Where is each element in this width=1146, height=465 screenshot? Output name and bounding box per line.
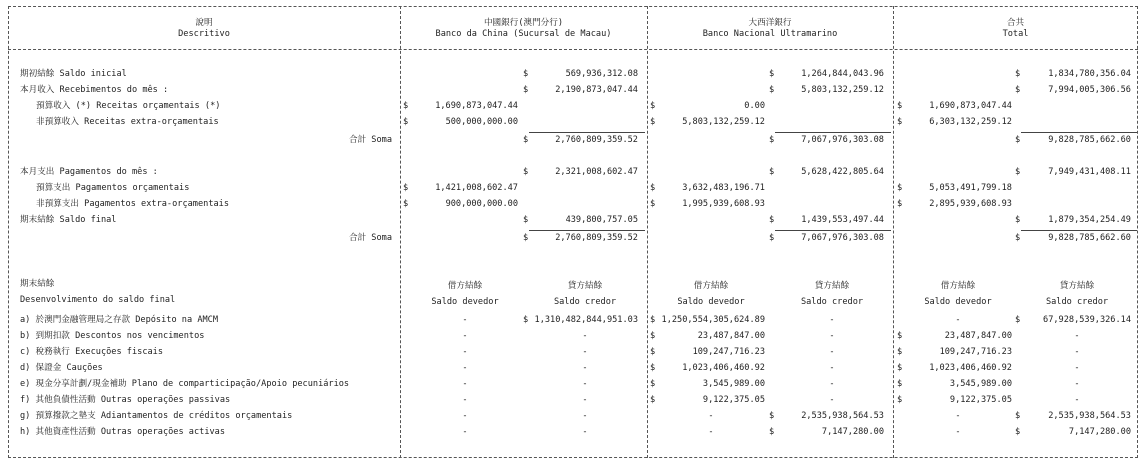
empty-dash: - <box>582 363 588 373</box>
currency-sign: $ <box>650 363 656 373</box>
debit-header-pt: Saldo devedor <box>924 297 992 307</box>
currency-sign: $ <box>1015 233 1021 243</box>
debit-header-zh: 借方結餘 <box>693 281 729 291</box>
amount-cell: 0.00 <box>744 101 765 111</box>
empty-dash: - <box>829 331 835 341</box>
column-divider <box>893 6 894 458</box>
detail-row-label: b) 到期扣款 Descontos nos vencimentos <box>20 331 205 341</box>
currency-sign: $ <box>769 215 775 225</box>
currency-sign: $ <box>523 85 529 95</box>
amount-cell: 5,803,132,259.12 <box>801 85 884 95</box>
amount-cell: 5,628,422,805.64 <box>801 167 884 177</box>
currency-sign: $ <box>403 183 409 193</box>
currency-sign: $ <box>897 199 903 209</box>
detail-row-label: d) 保證金 Cauções <box>20 363 103 373</box>
column-divider <box>647 6 648 458</box>
empty-dash: - <box>1074 363 1080 373</box>
empty-dash: - <box>1074 331 1080 341</box>
empty-dash: - <box>955 315 961 325</box>
amount-cell: 2,760,809,359.52 <box>555 233 638 243</box>
amount-cell: 2,535,938,564.53 <box>801 411 884 421</box>
debit-header-zh: 借方結餘 <box>447 281 483 291</box>
credit-header-zh: 貸方結餘 <box>1059 281 1095 291</box>
empty-dash: - <box>582 395 588 405</box>
currency-sign: $ <box>650 199 656 209</box>
currency-sign: $ <box>650 347 656 357</box>
amount-cell: 109,247,716.23 <box>692 347 765 357</box>
subtotal-rule <box>529 132 645 133</box>
currency-sign: $ <box>1015 85 1021 95</box>
currency-sign: $ <box>650 183 656 193</box>
empty-dash: - <box>1074 379 1080 389</box>
debit-header-pt: Saldo devedor <box>431 297 499 307</box>
row-label: 本月支出 Pagamentos do mês : <box>20 167 158 177</box>
currency-sign: $ <box>1015 135 1021 145</box>
row-label: 非預算收入 Receitas extra-orçamentais <box>36 117 219 127</box>
header-bank-of-china-pt: Banco da China (Sucursal de Macau) <box>435 29 612 39</box>
currency-sign: $ <box>897 395 903 405</box>
header-descritivo-pt: Descritivo <box>178 29 230 39</box>
currency-sign: $ <box>403 101 409 111</box>
amount-cell: 1,421,008,602.47 <box>435 183 518 193</box>
detail-row-label: f) 其他負債性活動 Outras operações passivas <box>20 395 231 405</box>
subtotal-rule <box>775 230 891 231</box>
amount-cell: 109,247,716.23 <box>939 347 1012 357</box>
row-label: 非預算支出 Pagamentos extra-orçamentais <box>36 199 230 209</box>
currency-sign: $ <box>650 331 656 341</box>
amount-cell: 1,690,873,047.44 <box>929 101 1012 111</box>
amount-cell: 3,632,483,196.71 <box>682 183 765 193</box>
header-bnu-zh: 大西洋銀行 <box>748 18 792 28</box>
row-label: 預算支出 Pagamentos orçamentais <box>36 183 190 193</box>
header-total-zh: 合共 <box>1006 18 1025 28</box>
currency-sign: $ <box>897 183 903 193</box>
amount-cell: 2,535,938,564.53 <box>1048 411 1131 421</box>
credit-header-pt: Saldo credor <box>1045 297 1109 307</box>
detail-row-label: a) 於澳門金融管理局之存款 Depósito na AMCM <box>20 315 219 325</box>
empty-dash: - <box>462 315 468 325</box>
amount-cell: 23,487,847.00 <box>697 331 765 341</box>
amount-cell: 439,800,757.05 <box>565 215 638 225</box>
amount-cell: 6,303,132,259.12 <box>929 117 1012 127</box>
amount-cell: 500,000,000.00 <box>445 117 518 127</box>
amount-cell: 3,545,989.00 <box>949 379 1012 389</box>
currency-sign: $ <box>650 379 656 389</box>
amount-cell: 9,828,785,662.60 <box>1048 233 1131 243</box>
amount-cell: 1,439,553,497.44 <box>801 215 884 225</box>
empty-dash: - <box>462 331 468 341</box>
currency-sign: $ <box>1015 167 1021 177</box>
empty-dash: - <box>1074 395 1080 405</box>
currency-sign: $ <box>1015 411 1021 421</box>
empty-dash: - <box>462 379 468 389</box>
empty-dash: - <box>462 395 468 405</box>
row-label: 期末結餘 Saldo final <box>20 215 117 225</box>
currency-sign: $ <box>769 69 775 79</box>
column-divider <box>400 6 401 458</box>
currency-sign: $ <box>403 199 409 209</box>
amount-cell: 1,834,780,356.04 <box>1048 69 1131 79</box>
amount-cell: 900,000,000.00 <box>445 199 518 209</box>
empty-dash: - <box>582 427 588 437</box>
currency-sign: $ <box>523 135 529 145</box>
detail-row-label: h) 其他資產性活動 Outras operações activas <box>20 427 226 437</box>
empty-dash: - <box>829 363 835 373</box>
empty-dash: - <box>708 427 714 437</box>
amount-cell: 3,545,989.00 <box>702 379 765 389</box>
header-bank-of-china-zh: 中國銀行(澳門分行) <box>483 18 564 28</box>
credit-header-pt: Saldo credor <box>800 297 864 307</box>
currency-sign: $ <box>1015 69 1021 79</box>
amount-cell: 569,936,312.08 <box>565 69 638 79</box>
header-descritivo-zh: 說明 <box>195 18 213 28</box>
amount-cell: 7,147,280.00 <box>821 427 884 437</box>
subtotal-rule <box>1021 230 1137 231</box>
header-divider <box>8 49 1138 50</box>
credit-header-pt: Saldo credor <box>553 297 617 307</box>
amount-cell: 7,067,976,303.08 <box>801 233 884 243</box>
currency-sign: $ <box>650 395 656 405</box>
currency-sign: $ <box>769 85 775 95</box>
row-label: 期初結餘 Saldo inicial <box>20 69 127 79</box>
row-label: 合計 Soma <box>348 135 392 145</box>
amount-cell: 1,690,873,047.44 <box>435 101 518 111</box>
amount-cell: 5,803,132,259.12 <box>682 117 765 127</box>
currency-sign: $ <box>769 233 775 243</box>
amount-cell: 7,994,005,306.56 <box>1048 85 1131 95</box>
currency-sign: $ <box>650 101 656 111</box>
empty-dash: - <box>829 347 835 357</box>
currency-sign: $ <box>1015 215 1021 225</box>
detail-row-label: c) 稅務執行 Execuções fiscais <box>20 347 164 357</box>
currency-sign: $ <box>769 167 775 177</box>
row-label: 預算收入 (*) Receitas orçamentais (*) <box>36 101 221 111</box>
empty-dash: - <box>955 411 961 421</box>
amount-cell: 1,995,939,608.93 <box>682 199 765 209</box>
amount-cell: 1,023,406,460.92 <box>682 363 765 373</box>
currency-sign: $ <box>523 233 529 243</box>
currency-sign: $ <box>897 363 903 373</box>
currency-sign: $ <box>523 167 529 177</box>
currency-sign: $ <box>523 69 529 79</box>
amount-cell: 7,147,280.00 <box>1068 427 1131 437</box>
amount-cell: 2,895,939,608.93 <box>929 199 1012 209</box>
amount-cell: 2,321,008,602.47 <box>555 167 638 177</box>
amount-cell: 23,487,847.00 <box>944 331 1012 341</box>
credit-header-zh: 貸方結餘 <box>814 281 850 291</box>
currency-sign: $ <box>769 427 775 437</box>
debit-header-zh: 借方結餘 <box>940 281 976 291</box>
empty-dash: - <box>955 427 961 437</box>
currency-sign: $ <box>897 331 903 341</box>
row-label: 合計 Soma <box>348 233 392 243</box>
amount-cell: 1,264,844,043.96 <box>801 69 884 79</box>
subtotal-rule <box>529 230 645 231</box>
amount-cell: 7,949,431,408.11 <box>1048 167 1131 177</box>
amount-cell: 9,122,375.05 <box>702 395 765 405</box>
currency-sign: $ <box>523 315 529 325</box>
header-bnu-pt: Banco Nacional Ultramarino <box>702 29 838 39</box>
amount-cell: 2,190,873,047.44 <box>555 85 638 95</box>
amount-cell: 5,053,491,799.18 <box>929 183 1012 193</box>
currency-sign: $ <box>650 315 656 325</box>
currency-sign: $ <box>1015 427 1021 437</box>
empty-dash: - <box>462 363 468 373</box>
credit-header-zh: 貸方結餘 <box>567 281 603 291</box>
amount-cell: 9,828,785,662.60 <box>1048 135 1131 145</box>
empty-dash: - <box>462 427 468 437</box>
empty-dash: - <box>582 379 588 389</box>
subtotal-rule <box>1021 132 1137 133</box>
empty-dash: - <box>462 411 468 421</box>
amount-cell: 1,023,406,460.92 <box>929 363 1012 373</box>
currency-sign: $ <box>897 101 903 111</box>
amount-cell: 7,067,976,303.08 <box>801 135 884 145</box>
empty-dash: - <box>1074 347 1080 357</box>
empty-dash: - <box>829 395 835 405</box>
empty-dash: - <box>582 411 588 421</box>
currency-sign: $ <box>403 117 409 127</box>
currency-sign: $ <box>650 117 656 127</box>
empty-dash: - <box>582 347 588 357</box>
debit-header-pt: Saldo devedor <box>677 297 745 307</box>
detail-row-label: g) 預算撥款之墊支 Adiantamentos de créditos orçamentais <box>20 411 293 421</box>
currency-sign: $ <box>897 379 903 389</box>
amount-cell: 1,310,482,844,951.03 <box>534 315 638 325</box>
section3-title-zh: 期末結餘 <box>20 279 55 289</box>
currency-sign: $ <box>1015 315 1021 325</box>
subtotal-rule <box>775 132 891 133</box>
empty-dash: - <box>829 315 835 325</box>
section3-title-pt: Desenvolvimento do saldo final <box>20 295 176 305</box>
amount-cell: 1,250,554,305,624.89 <box>661 315 765 325</box>
amount-cell: 1,879,354,254.49 <box>1048 215 1131 225</box>
currency-sign: $ <box>769 135 775 145</box>
currency-sign: $ <box>769 411 775 421</box>
amount-cell: 2,760,809,359.52 <box>555 135 638 145</box>
currency-sign: $ <box>897 347 903 357</box>
currency-sign: $ <box>897 117 903 127</box>
amount-cell: 9,122,375.05 <box>949 395 1012 405</box>
header-total-pt: Total <box>1002 29 1029 39</box>
amount-cell: 67,928,539,326.14 <box>1043 315 1131 325</box>
empty-dash: - <box>708 411 714 421</box>
detail-row-label: e) 現金分享計劃/現金補助 Plano de comparticipação/Apoio pecuniários <box>20 379 350 389</box>
empty-dash: - <box>462 347 468 357</box>
currency-sign: $ <box>523 215 529 225</box>
empty-dash: - <box>829 379 835 389</box>
row-label: 本月收入 Recebimentos do mês : <box>20 85 169 95</box>
empty-dash: - <box>582 331 588 341</box>
